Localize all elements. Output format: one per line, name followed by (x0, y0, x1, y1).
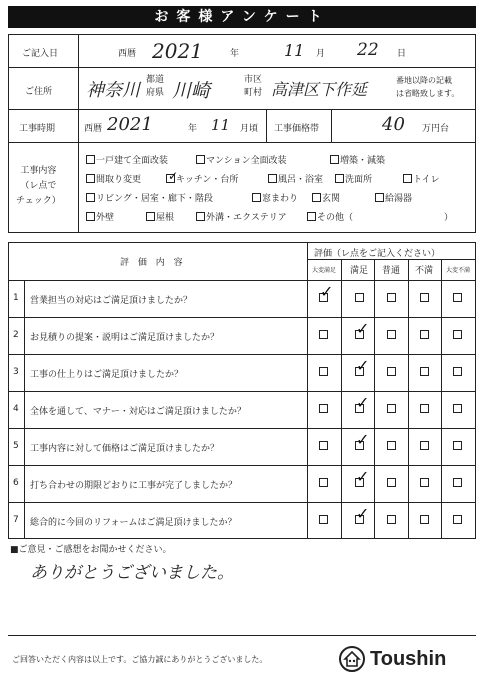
rating-checkbox[interactable] (387, 441, 396, 450)
rating-checkbox[interactable] (387, 367, 396, 376)
construction-month-unit: 月頃 (240, 124, 259, 134)
work-content-label: 工事内容 （レ点で チェック） (16, 166, 61, 206)
work-option-label: 給湯器 (385, 194, 413, 204)
other-close-paren: ） (444, 213, 454, 223)
check-mark-icon: ✓ (356, 319, 370, 338)
work-option-label: 玄関 (322, 194, 341, 204)
checkbox[interactable] (312, 193, 321, 202)
check-mark-icon: ✓ (356, 356, 370, 375)
rating-checkbox[interactable] (420, 293, 429, 302)
question-number: 6 (13, 478, 19, 488)
checkbox[interactable] (268, 174, 277, 183)
checkbox[interactable] (196, 212, 205, 221)
page-title: お客様アンケート (8, 6, 476, 28)
question-text: 打ち合わせの期限どおりに工事が完了しましたか？ (30, 481, 238, 491)
rating-checkbox[interactable] (420, 367, 429, 376)
rating-checkbox[interactable] (387, 478, 396, 487)
rating-checkbox[interactable] (420, 478, 429, 487)
work-option-label: キッチン・台所 (176, 175, 239, 185)
checkbox[interactable] (330, 155, 339, 164)
check-mark-icon: ✓ (320, 282, 334, 301)
checkbox[interactable] (307, 212, 316, 221)
scale-header: 普通 (382, 266, 401, 276)
rating-checkbox[interactable] (319, 367, 328, 376)
construction-era: 西暦 (84, 124, 103, 134)
work-option[interactable] (86, 172, 141, 185)
rating-checkbox[interactable] (387, 293, 396, 302)
work-option-label: その他（ (317, 213, 354, 223)
work-option[interactable] (86, 210, 114, 223)
entry-date-era: 西暦 (118, 49, 137, 59)
work-option-label: 外壁 (96, 213, 115, 223)
work-option[interactable] (146, 210, 174, 223)
entry-date-month[interactable]: 11 (284, 41, 305, 60)
construction-period-label: 工事時期 (19, 124, 56, 134)
work-option-label: マンション全面改装 (206, 156, 287, 166)
work-option[interactable] (312, 191, 340, 204)
scale-header: 大変満足 (312, 267, 337, 274)
work-option[interactable] (307, 210, 353, 223)
address-note: 番地以降の記載 は省略致します。 (396, 76, 460, 98)
checkbox[interactable] (86, 174, 95, 183)
checkbox[interactable] (403, 174, 412, 183)
footer-thanks: ご回答いただく内容は以上です。ご協力誠にありがとうございました。 (12, 655, 268, 664)
rating-checkbox[interactable] (355, 467, 370, 487)
checkbox[interactable] (375, 193, 384, 202)
rating-checkbox[interactable] (420, 330, 429, 339)
rating-checkbox[interactable] (319, 515, 328, 524)
work-option[interactable] (252, 191, 298, 204)
entry-date-day-unit: 日 (397, 49, 407, 59)
address-label: ご住所 (25, 87, 53, 97)
rating-checkbox[interactable] (420, 515, 429, 524)
rating-checkbox[interactable] (453, 367, 462, 376)
rating-checkbox[interactable] (453, 441, 462, 450)
work-option-label: 風呂・浴室 (278, 175, 324, 185)
work-option-label: 洗面所 (345, 175, 373, 185)
question-text: 総合的に今回のリフォームはご満足頂けましたか？ (30, 518, 237, 528)
question-number: 4 (13, 404, 19, 414)
address-town[interactable]: 高津区下作延 (271, 80, 368, 99)
scale-header: 不満 (415, 266, 434, 276)
address-pref-units: 都道 府県 (146, 75, 165, 98)
checkbox[interactable] (86, 155, 95, 164)
checkbox[interactable] (196, 155, 205, 164)
toushin-logo-icon (339, 646, 365, 672)
rating-checkbox[interactable] (319, 404, 328, 413)
construction-year[interactable]: 2021 (107, 114, 153, 135)
rating-checkbox[interactable] (387, 330, 396, 339)
work-option-label: 間取り変更 (96, 175, 142, 185)
rating-checkbox[interactable] (355, 293, 364, 302)
work-option[interactable] (330, 153, 385, 166)
rating-checkbox[interactable] (453, 293, 462, 302)
check-mark-icon: ✓ (168, 169, 179, 183)
address-prefecture[interactable]: 神奈川 (86, 80, 140, 101)
question-number: 3 (13, 367, 19, 377)
rating-checkbox[interactable] (420, 441, 429, 450)
work-option[interactable] (403, 172, 440, 185)
address-city-units: 市区 町村 (244, 75, 263, 98)
comments-label: ■ご意見・ご感想をお聞かせください。 (10, 545, 172, 555)
question-text: お見積りの提案・説明はご満足頂けましたか？ (30, 333, 220, 343)
brand-name: Toushin (370, 648, 447, 670)
rating-checkbox[interactable] (387, 515, 396, 524)
checkbox[interactable] (86, 193, 95, 202)
price-value[interactable]: 40 (382, 114, 405, 135)
comments-text[interactable]: ありがとうございました。 (30, 563, 234, 583)
rating-checkbox[interactable] (319, 478, 328, 487)
question-text: 工事内容に対して価格はご満足頂けましたか？ (30, 444, 220, 454)
work-option-label: 増築・減築 (340, 156, 386, 166)
rating-checkbox[interactable] (453, 330, 462, 339)
rating-checkbox[interactable] (453, 478, 462, 487)
checkbox[interactable] (166, 169, 179, 183)
rating-checkbox[interactable] (355, 319, 370, 339)
question-number: 1 (13, 293, 19, 303)
question-number: 5 (13, 441, 19, 451)
price-unit: 万円台 (422, 124, 450, 134)
rating-checkbox[interactable] (319, 330, 328, 339)
evaluation-header-right: 評価（レ点をご記入ください） (314, 249, 441, 259)
work-option[interactable] (268, 172, 323, 185)
work-option-label: トイレ (413, 175, 440, 185)
check-mark-icon: ✓ (356, 393, 370, 412)
rating-checkbox[interactable] (355, 393, 370, 413)
construction-year-unit: 年 (188, 124, 198, 134)
construction-month[interactable]: 11 (211, 116, 231, 134)
question-text: 営業担当の対応はご満足頂けましたか？ (30, 296, 193, 306)
question-number: 2 (13, 330, 19, 340)
entry-date-day[interactable]: 22 (357, 40, 379, 60)
work-option-label: 屋根 (156, 213, 175, 223)
rating-checkbox[interactable] (319, 441, 328, 450)
rating-checkbox[interactable] (453, 515, 462, 524)
checkbox[interactable] (86, 212, 95, 221)
work-option-label: リビング・居室・廊下・階段 (96, 194, 213, 204)
entry-date-year-unit: 年 (230, 49, 240, 59)
work-option[interactable] (86, 153, 168, 166)
work-option-label: 外溝・エクステリア (206, 213, 287, 223)
checkbox[interactable] (335, 174, 344, 183)
work-option-label: 窓まわり (262, 194, 299, 204)
rating-checkbox[interactable] (355, 504, 370, 524)
work-option[interactable] (375, 191, 412, 204)
scale-header: 満足 (350, 266, 369, 276)
rating-checkbox[interactable] (355, 430, 370, 450)
rating-checkbox[interactable] (319, 282, 334, 302)
scale-header: 大変不満 (446, 267, 471, 274)
question-text: 工事の仕上りはご満足頂けましたか？ (30, 370, 184, 380)
address-city[interactable]: 川崎 (172, 80, 211, 102)
work-option[interactable] (166, 169, 239, 185)
work-option[interactable] (196, 153, 287, 166)
checkbox[interactable] (146, 212, 155, 221)
evaluation-header-left: 評 価 内 容 (120, 258, 186, 268)
rating-checkbox[interactable] (453, 404, 462, 413)
work-option[interactable] (196, 210, 287, 223)
work-option-label: 一戸建て全面改装 (96, 156, 169, 166)
check-mark-icon: ✓ (356, 430, 370, 449)
rating-checkbox[interactable] (387, 404, 396, 413)
work-option[interactable] (335, 172, 372, 185)
check-mark-icon: ✓ (356, 504, 370, 523)
work-option[interactable] (86, 191, 213, 204)
entry-date-label: ご記入日 (22, 49, 59, 59)
check-mark-icon: ✓ (356, 467, 370, 486)
entry-date-year[interactable]: 2021 (152, 39, 203, 63)
price-label: 工事価格帯 (274, 124, 320, 134)
question-number: 7 (13, 515, 19, 525)
question-text: 全体を通して、マナー・対応はご満足頂けましたか？ (30, 407, 246, 417)
rating-checkbox[interactable] (420, 404, 429, 413)
checkbox[interactable] (252, 193, 261, 202)
rating-checkbox[interactable] (355, 356, 370, 376)
entry-date-month-unit: 月 (316, 49, 326, 59)
